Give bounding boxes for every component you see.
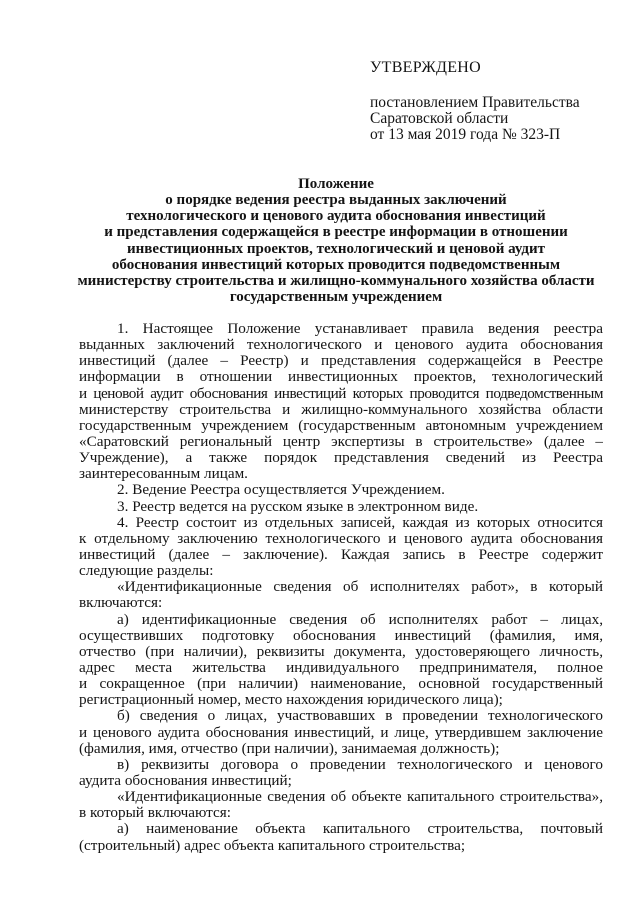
approval-line-2: Саратовской области (370, 110, 509, 127)
body-line: «Саратовский региональный центр экспертизы в строительстве» (далее – (79, 433, 603, 450)
body-line: государственным учреждением (государственным автономным учреждением (79, 417, 603, 434)
body-line: заинтересованным лицам. (79, 465, 248, 483)
heading-line: и представления содержащейся в реестре информации в отношении (104, 224, 568, 241)
heading-line: инвестиционных проектов, технологический и ценовой аудит (126, 240, 546, 257)
body-line: «Идентификационные сведения об объекте капитального строительства», (117, 789, 603, 806)
body-line: следующие разделы: (79, 562, 214, 580)
body-line: министерству строительства и жилищно-коммунального хозяйства области (79, 401, 603, 418)
body-line: регистрационный номер, место нахождения юридического лица); (79, 691, 503, 709)
body-line: в) реквизиты договора о проведении технологического и ценового (117, 756, 603, 773)
body-line: адрес места жительства индивидуального предпринимателя, полное (79, 659, 603, 676)
approval-line-3: от 13 мая 2019 года № 323-П (370, 126, 561, 143)
heading-line: о порядке ведения реестра выданных заключений (165, 192, 507, 209)
body-line: 2. Ведение Реестра осуществляется Учреждением. (117, 481, 445, 499)
body-line: (строительный) адрес объекта капитального строительства; (79, 836, 466, 854)
body-line: 1. Настоящее Положение устанавливает правила ведения реестра (117, 321, 603, 337)
body-line: 4. Реестр состоит из отдельных записей, каждая из которых относится (117, 514, 603, 531)
body-line: выданных заключений технологического и ценового аудита обоснования (79, 337, 603, 354)
body-line: к отдельному заключению технологического и ценового аудита обоснования (79, 530, 603, 547)
body-line: Учреждение), а также порядок представления сведений из Реестра (79, 450, 603, 467)
body-line: б) сведения о лицах, участвовавших в проведении технологического (117, 708, 603, 725)
heading-line: обоснования инвестиций которых проводится подведомственным (111, 256, 561, 273)
body-line: инвестиций (далее – Реестр) и представления содержащейся в Реестре (79, 353, 603, 370)
heading-line: технологического и ценового аудита обоснования инвестиций (126, 208, 546, 225)
body-line: отчество (при наличии), реквизиты документа, удостоверяющего личность, (79, 643, 603, 660)
approval-line-1: постановлением Правительства (370, 94, 580, 111)
body-line: «Идентификационные сведения об исполнителях работ», в который (117, 579, 603, 596)
document-body (79, 321, 603, 854)
body-line: в который включаются: (79, 804, 231, 822)
heading-line: государственным учреждением (229, 288, 443, 305)
approval-word: УТВЕРЖДЕНО (370, 59, 482, 76)
heading-line: министерству строительства и жилищно-коммунального хозяйства области (77, 272, 595, 289)
body-line: и ценовой аудит обоснования инвестиций которых проводится подведомственным (79, 385, 603, 402)
body-line: и сокращенное (при наличии) наименование, основной государственный (79, 676, 603, 693)
body-line: и ценового аудита обоснования инвестиций, и лице, утвердившем заключение (79, 724, 603, 741)
body-line: а) наименование объекта капитального строительства, почтовый (117, 821, 603, 838)
heading-title: Положение (298, 176, 374, 192)
body-line: включаются: (79, 594, 163, 612)
document-heading (70, 176, 602, 305)
body-line: (фамилия, имя, отчество (при наличии), занимаемая должность); (79, 739, 500, 757)
body-line: информации в отношении инвестиционных проектов, технологический (79, 369, 603, 386)
body-line: а) идентификационные сведения об исполнителях работ – лицах, (117, 611, 603, 628)
body-line: осуществивших подготовку обоснования инвестиций (фамилия, имя, (79, 627, 603, 644)
body-line: 3. Реестр ведется на русском языке в электронном виде. (117, 497, 479, 515)
body-line: аудита обоснования инвестиций; (79, 771, 292, 789)
approval-block (370, 60, 620, 143)
body-line: инвестиций (далее – заключение). Каждая запись в Реестре содержит (79, 546, 603, 563)
